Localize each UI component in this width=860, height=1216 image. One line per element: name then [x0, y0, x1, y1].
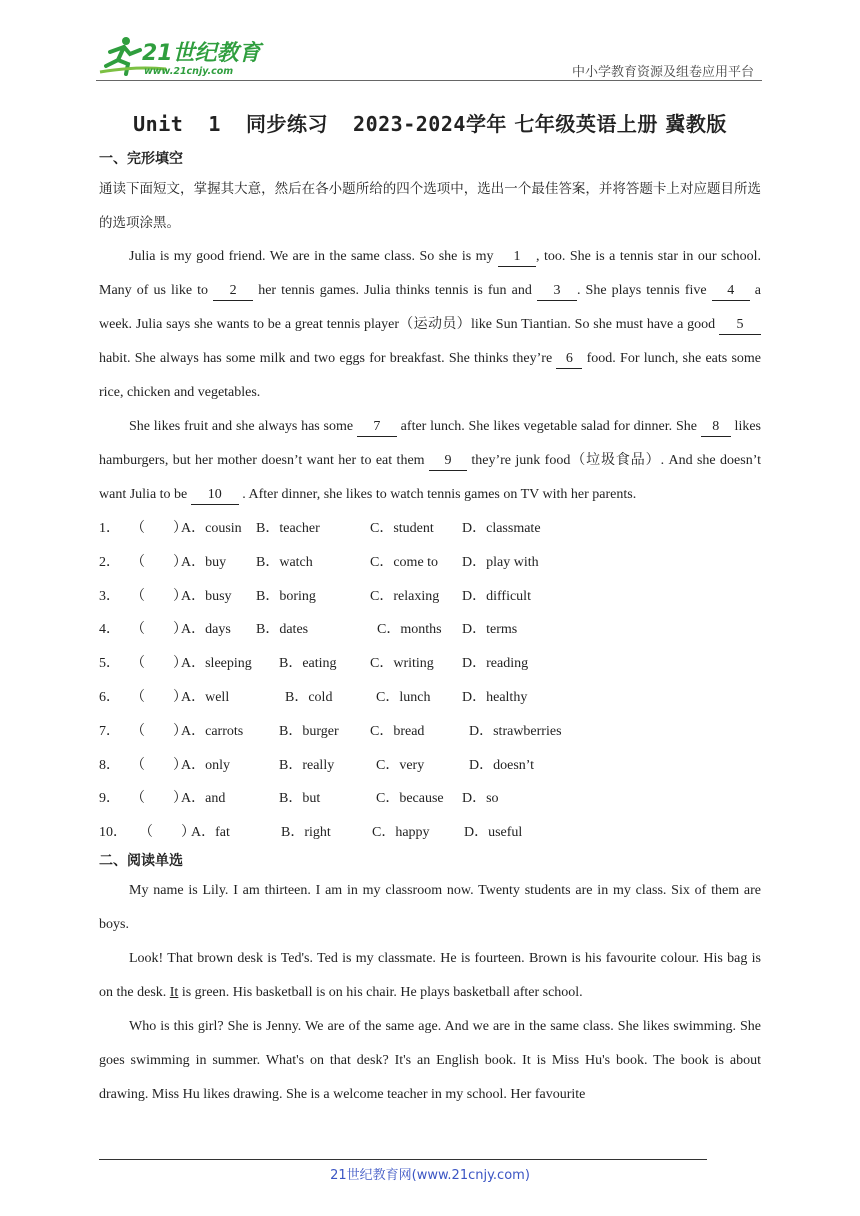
- option-a[interactable]: A．days: [181, 622, 231, 638]
- question-4: [99, 613, 761, 647]
- option-d[interactable]: D．healthy: [462, 689, 528, 705]
- question-number: 4．: [99, 622, 120, 638]
- option-b[interactable]: B．really: [279, 757, 335, 773]
- question-6: [99, 681, 761, 715]
- option-a[interactable]: A．only: [181, 757, 230, 773]
- answer-slot[interactable]: （ ）: [131, 791, 187, 807]
- logo-text: 21世纪教育: [142, 41, 261, 66]
- header-divider: [96, 80, 762, 81]
- text-run: She likes fruit and she always has some: [129, 419, 357, 434]
- option-a[interactable]: A．fat: [191, 825, 230, 841]
- option-a[interactable]: A．and: [181, 791, 226, 807]
- question-9: [99, 782, 761, 816]
- question-number: 6．: [99, 689, 120, 705]
- option-d[interactable]: D．reading: [462, 656, 529, 672]
- blank-10: 10: [191, 486, 239, 505]
- answer-slot[interactable]: （ ）: [131, 521, 187, 536]
- question-number: 9．: [99, 791, 120, 807]
- option-c[interactable]: C．because: [376, 791, 444, 807]
- blank-2: 2: [213, 282, 253, 301]
- option-c[interactable]: C．relaxing: [370, 588, 440, 604]
- page-title: [0, 108, 860, 137]
- question-number: 1．: [99, 521, 120, 536]
- title-rest: 学年 七年级英语上册 冀教版: [465, 112, 727, 136]
- option-d[interactable]: D．play with: [462, 554, 539, 570]
- option-b[interactable]: B．teacher: [256, 521, 320, 536]
- option-a[interactable]: A．sleeping: [181, 656, 252, 672]
- blank-5: 5: [719, 316, 761, 335]
- answer-slot[interactable]: （ ）: [131, 723, 187, 739]
- option-a[interactable]: A．busy: [181, 588, 232, 604]
- text-run: a week. Julia says she wants to be a great tennis player（运动员）like Sun Tiantian. So she must have a good: [99, 283, 762, 332]
- section-heading-reading: 二、阅读单选: [99, 852, 183, 869]
- logo: [96, 36, 266, 78]
- blank-3: 3: [537, 282, 577, 301]
- reading-paragraph-3: Who is this girl? She is Jenny. We are of the same age. And we are in the same class. She likes swimming. She goes swimming in summer. What's on that desk? It's an English book. It is Miss Hu's book. The book is about drawing. Miss Hu likes drawing. She is a welcome teacher in my school. Her favourite: [99, 1018, 761, 1102]
- question-3: [99, 580, 761, 614]
- cloze-instruction: 通读下面短文，掌握其大意，然后在各小题所给的四个选项中，选出一个最佳答案，并将答题卡上对应题目所选的选项涂黑。: [99, 181, 761, 231]
- option-d[interactable]: D．doesn’t: [469, 757, 535, 773]
- question-number: 8．: [99, 757, 120, 773]
- option-c[interactable]: C．writing: [370, 656, 434, 672]
- question-list: [99, 512, 761, 850]
- footer-divider: [99, 1159, 707, 1160]
- text-run: is green. His basketball is on his chair. He plays basketball after school.: [178, 984, 583, 1000]
- question-2: [99, 546, 761, 580]
- option-c[interactable]: C．bread: [370, 723, 425, 739]
- option-d[interactable]: D．difficult: [462, 588, 531, 604]
- option-d[interactable]: D．classmate: [462, 521, 541, 536]
- answer-slot[interactable]: （ ）: [131, 622, 187, 638]
- option-b[interactable]: B．cold: [285, 689, 333, 705]
- title-latin: Unit 1 同步练习 2023-2024: [133, 112, 466, 136]
- question-5: [99, 647, 761, 681]
- blank-9: 9: [429, 452, 467, 471]
- option-d[interactable]: D．strawberries: [469, 723, 562, 739]
- option-b[interactable]: B．burger: [279, 723, 339, 739]
- option-b[interactable]: B．watch: [256, 554, 313, 570]
- section-heading-cloze: 一、完形填空: [99, 151, 183, 167]
- blank-4: 4: [712, 282, 750, 301]
- logo-url: www.21cnjy.com: [144, 66, 234, 77]
- question-1: [99, 512, 761, 546]
- option-c[interactable]: C．months: [377, 622, 442, 638]
- question-7: [99, 715, 761, 749]
- question-number: 2．: [99, 554, 120, 570]
- blank-8: 8: [701, 418, 731, 437]
- question-number: 5．: [99, 656, 120, 672]
- text-run: her tennis games. Julia thinks tennis is fun and: [253, 283, 537, 298]
- text-run: , too. She is a tennis star in our school. Many of us like to: [99, 249, 762, 298]
- option-a[interactable]: A．well: [181, 689, 230, 705]
- option-b[interactable]: B．boring: [256, 588, 316, 604]
- question-number: 7．: [99, 723, 120, 739]
- blank-6: 6: [556, 350, 582, 369]
- question-number: 3．: [99, 588, 120, 604]
- option-b[interactable]: B．right: [281, 825, 331, 841]
- option-c[interactable]: C．very: [376, 757, 425, 773]
- reading-paragraph-2: [99, 942, 761, 1010]
- option-a[interactable]: A．cousin: [181, 521, 242, 536]
- answer-slot[interactable]: （ ）: [139, 825, 195, 841]
- question-number: 10．: [99, 825, 127, 841]
- text-run: Look! That brown desk is Ted's. Ted is my classmate. He is fourteen. Brown is his favourite colour. His bag is on the desk.: [99, 950, 761, 1000]
- document-body: [99, 142, 761, 1112]
- logo-runner-icon: [96, 36, 266, 78]
- text-run: Julia is my good friend. We are in the same class. So she is my: [129, 249, 499, 264]
- answer-slot[interactable]: （ ）: [131, 757, 187, 773]
- option-a[interactable]: A．buy: [181, 554, 227, 570]
- text-run: likes hamburgers, but her mother doesn’t want her to eat them: [99, 419, 762, 468]
- question-8: [99, 749, 761, 783]
- cloze-paragraph-2: [99, 410, 761, 512]
- blank-7: 7: [357, 418, 397, 437]
- platform-label: 中小学教育资源及组卷应用平台: [571, 65, 754, 80]
- blank-1: 1: [498, 248, 536, 267]
- text-run: . After dinner, she likes to watch tennis games on TV with her parents.: [238, 487, 637, 502]
- option-b[interactable]: B．dates: [256, 622, 309, 638]
- option-b[interactable]: B．eating: [279, 656, 337, 672]
- text-run: habit. She always has some milk and two eggs for breakfast. She thinks they’re: [99, 351, 557, 366]
- reading-paragraph-1: My name is Lily. I am thirteen. I am in my classroom now. Twenty students are in my class. Six of them are boys.: [99, 882, 761, 932]
- answer-slot[interactable]: （ ）: [131, 689, 187, 705]
- option-c[interactable]: C．happy: [372, 825, 430, 841]
- option-d[interactable]: D．terms: [462, 622, 518, 638]
- text-run: . She plays tennis five: [576, 283, 712, 298]
- option-c[interactable]: C．student: [370, 521, 434, 536]
- page-header: [0, 0, 860, 90]
- page-footer: 21世纪教育网(www.21cnjy.com): [330, 1168, 530, 1183]
- text-run: they’re junk food（垃圾食品）. And she doesn’t want Julia to be: [99, 453, 761, 502]
- answer-slot[interactable]: （ ）: [131, 656, 187, 672]
- underlined-word: It: [169, 984, 179, 1000]
- option-a[interactable]: A．carrots: [181, 723, 244, 739]
- question-10: [99, 816, 761, 850]
- option-d[interactable]: D．so: [462, 791, 499, 807]
- option-b[interactable]: B．but: [279, 791, 321, 807]
- option-c[interactable]: C．come to: [370, 554, 439, 570]
- text-run: after lunch. She likes vegetable salad for dinner. She: [396, 419, 701, 434]
- answer-slot[interactable]: （ ）: [131, 554, 187, 570]
- option-c[interactable]: C．lunch: [376, 689, 431, 705]
- option-d[interactable]: D．useful: [464, 825, 523, 841]
- answer-slot[interactable]: （ ）: [131, 588, 187, 604]
- cloze-paragraph-1: [99, 240, 761, 410]
- text-run: food. For lunch, she eats some rice, chicken and vegetables.: [99, 351, 762, 400]
